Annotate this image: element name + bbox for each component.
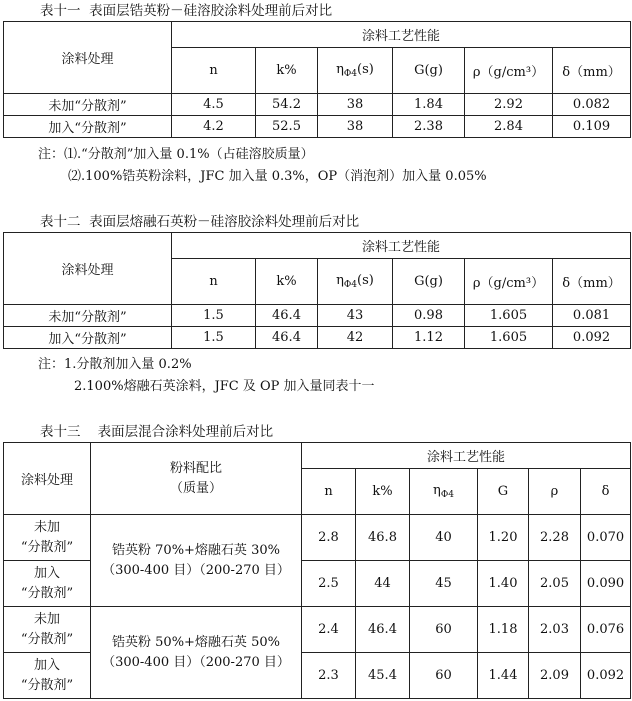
eta-subscript: Φ4 <box>343 69 358 79</box>
table11-col-eta <box>318 48 393 94</box>
cell: 0.109 <box>553 116 631 138</box>
cell: 4.5 <box>172 94 256 116</box>
cell: 40 <box>410 515 478 561</box>
eta-unit: (s) <box>357 62 374 77</box>
row-label-line2: “分散剂” <box>20 677 74 693</box>
cell: 1.18 <box>478 607 529 653</box>
cell: 1.12 <box>393 327 465 349</box>
cell: 52.5 <box>256 116 318 138</box>
table12-col-k: k% <box>256 259 318 305</box>
cell: 2.5 <box>302 561 356 607</box>
row-label <box>4 515 91 561</box>
table11-note-2: ⑵.100%锆英粉涂料，JFC 加入量 0.3%，OP（消泡剂）加入量 0.05% <box>68 169 487 184</box>
cell: 0.070 <box>581 515 631 561</box>
row-label-line1: 未加 <box>33 611 60 627</box>
cell: 43 <box>318 305 393 327</box>
cell: 46.4 <box>356 607 410 653</box>
cell: 0.092 <box>581 653 631 699</box>
cell: 2.84 <box>465 116 553 138</box>
cell: 2.38 <box>393 116 465 138</box>
cell: 54.2 <box>256 94 318 116</box>
table12-note-2: 2.100%熔融石英涂料，JFC 及 OP 加入量同表十一 <box>74 379 375 394</box>
table13-col-g: G <box>478 469 529 515</box>
table12-group-header: 涂料工艺性能 <box>172 233 631 259</box>
cell: 60 <box>410 607 478 653</box>
table13 <box>3 442 631 699</box>
cell: 2.3 <box>302 653 356 699</box>
table13-row-header: 涂料处理 <box>4 443 91 515</box>
table11-col-n: n <box>172 48 256 94</box>
eta-symbol: η <box>336 62 344 77</box>
mix-ratio-line1: 锆英粉 50%+熔融石英 50% <box>112 634 280 650</box>
table11-note-1: 注：⑴.“分散剂”加入量 0.1%（占硅溶胶质量） <box>38 147 314 162</box>
table13-col-k: k% <box>356 469 410 515</box>
table-row <box>4 515 631 561</box>
table12-row-header: 涂料处理 <box>4 233 172 305</box>
row-label-line2: “分散剂” <box>20 539 74 555</box>
cell: 0.082 <box>553 94 631 116</box>
cell: 45 <box>410 561 478 607</box>
cell: 38 <box>318 94 393 116</box>
cell: 2.03 <box>529 607 581 653</box>
mix-header-line1: 粉料配比 <box>169 460 222 476</box>
table12-col-rho: ρ（g/cm³） <box>465 259 553 305</box>
table-row <box>4 305 631 327</box>
cell: 45.4 <box>356 653 410 699</box>
table12-col-n: n <box>172 259 256 305</box>
cell: 1.40 <box>478 561 529 607</box>
cell: 2.09 <box>529 653 581 699</box>
cell: 46.8 <box>356 515 410 561</box>
cell: 46.4 <box>256 305 318 327</box>
cell: 2.4 <box>302 607 356 653</box>
table13-caption: 表十三 表面层混合涂料处理前后对比 <box>40 424 274 440</box>
eta-subscript: Φ4 <box>440 490 454 500</box>
table11-col-delta: δ（mm） <box>553 48 631 94</box>
mix-ratio-cell <box>91 607 302 699</box>
cell: 0.98 <box>393 305 465 327</box>
mix-ratio-cell <box>91 515 302 607</box>
row-label-line1: 未加 <box>33 519 60 535</box>
mix-ratio-line2: （300-400 目）（200-270 目） <box>102 654 290 670</box>
table13-mix-header <box>91 443 302 515</box>
mix-ratio-line2: （300-400 目）（200-270 目） <box>102 562 290 578</box>
row-label-line2: “分散剂” <box>20 585 74 601</box>
cell: 2.05 <box>529 561 581 607</box>
cell: 0.090 <box>581 561 631 607</box>
table12-col-eta <box>318 259 393 305</box>
cell: 46.4 <box>256 327 318 349</box>
table-row <box>4 607 631 653</box>
table13-group-header: 涂料工艺性能 <box>302 443 631 469</box>
row-label-line1: 加入 <box>33 657 60 673</box>
row-label-line2: “分散剂” <box>20 631 74 647</box>
cell: 2.28 <box>529 515 581 561</box>
row-label-line1: 加入 <box>33 565 60 581</box>
table11-row-header: 涂料处理 <box>4 22 172 94</box>
table11-col-g: G(g) <box>393 48 465 94</box>
row-label: 未加“分散剂” <box>4 305 172 327</box>
cell: 1.5 <box>172 305 256 327</box>
row-label <box>4 607 91 653</box>
mix-header-line2: （质量） <box>169 480 222 496</box>
table-row <box>4 327 631 349</box>
cell: 1.605 <box>465 305 553 327</box>
table13-col-n: n <box>302 469 356 515</box>
cell: 1.44 <box>478 653 529 699</box>
cell: 1.84 <box>393 94 465 116</box>
cell: 1.20 <box>478 515 529 561</box>
eta-symbol: η <box>433 483 441 498</box>
table11-group-header: 涂料工艺性能 <box>172 22 631 48</box>
table13-col-rho: ρ <box>529 469 581 515</box>
cell: 44 <box>356 561 410 607</box>
eta-unit: (s) <box>357 273 374 288</box>
cell: 0.076 <box>581 607 631 653</box>
cell: 2.92 <box>465 94 553 116</box>
table12-col-delta: δ（mm） <box>553 259 631 305</box>
eta-symbol: η <box>336 273 344 288</box>
row-label: 未加“分散剂” <box>4 94 172 116</box>
cell: 0.092 <box>553 327 631 349</box>
table11-col-rho: ρ（g/cm³） <box>465 48 553 94</box>
row-label: 加入“分散剂” <box>4 116 172 138</box>
table-row <box>4 94 631 116</box>
cell: 42 <box>318 327 393 349</box>
cell: 2.8 <box>302 515 356 561</box>
cell: 60 <box>410 653 478 699</box>
cell: 1.5 <box>172 327 256 349</box>
table13-col-eta <box>410 469 478 515</box>
row-label: 加入“分散剂” <box>4 327 172 349</box>
table11-col-k: k% <box>256 48 318 94</box>
cell: 0.081 <box>553 305 631 327</box>
table13-col-delta: δ <box>581 469 631 515</box>
cell: 4.2 <box>172 116 256 138</box>
table11 <box>3 21 631 138</box>
mix-ratio-line1: 锆英粉 70%+熔融石英 30% <box>112 542 280 558</box>
eta-subscript: Φ4 <box>343 280 358 290</box>
row-label <box>4 653 91 699</box>
table12-caption: 表十二 表面层熔融石英粉－硅溶胶涂料处理前后对比 <box>40 214 360 230</box>
row-label <box>4 561 91 607</box>
cell: 1.605 <box>465 327 553 349</box>
table12-note-1: 注：1.分散剂加入量 0.2% <box>38 357 192 372</box>
table11-caption: 表十一 表面层锆英粉－硅溶胶涂料处理前后对比 <box>40 3 333 19</box>
table12-col-g: G(g) <box>393 259 465 305</box>
cell: 38 <box>318 116 393 138</box>
table-row <box>4 116 631 138</box>
table12 <box>3 232 631 349</box>
